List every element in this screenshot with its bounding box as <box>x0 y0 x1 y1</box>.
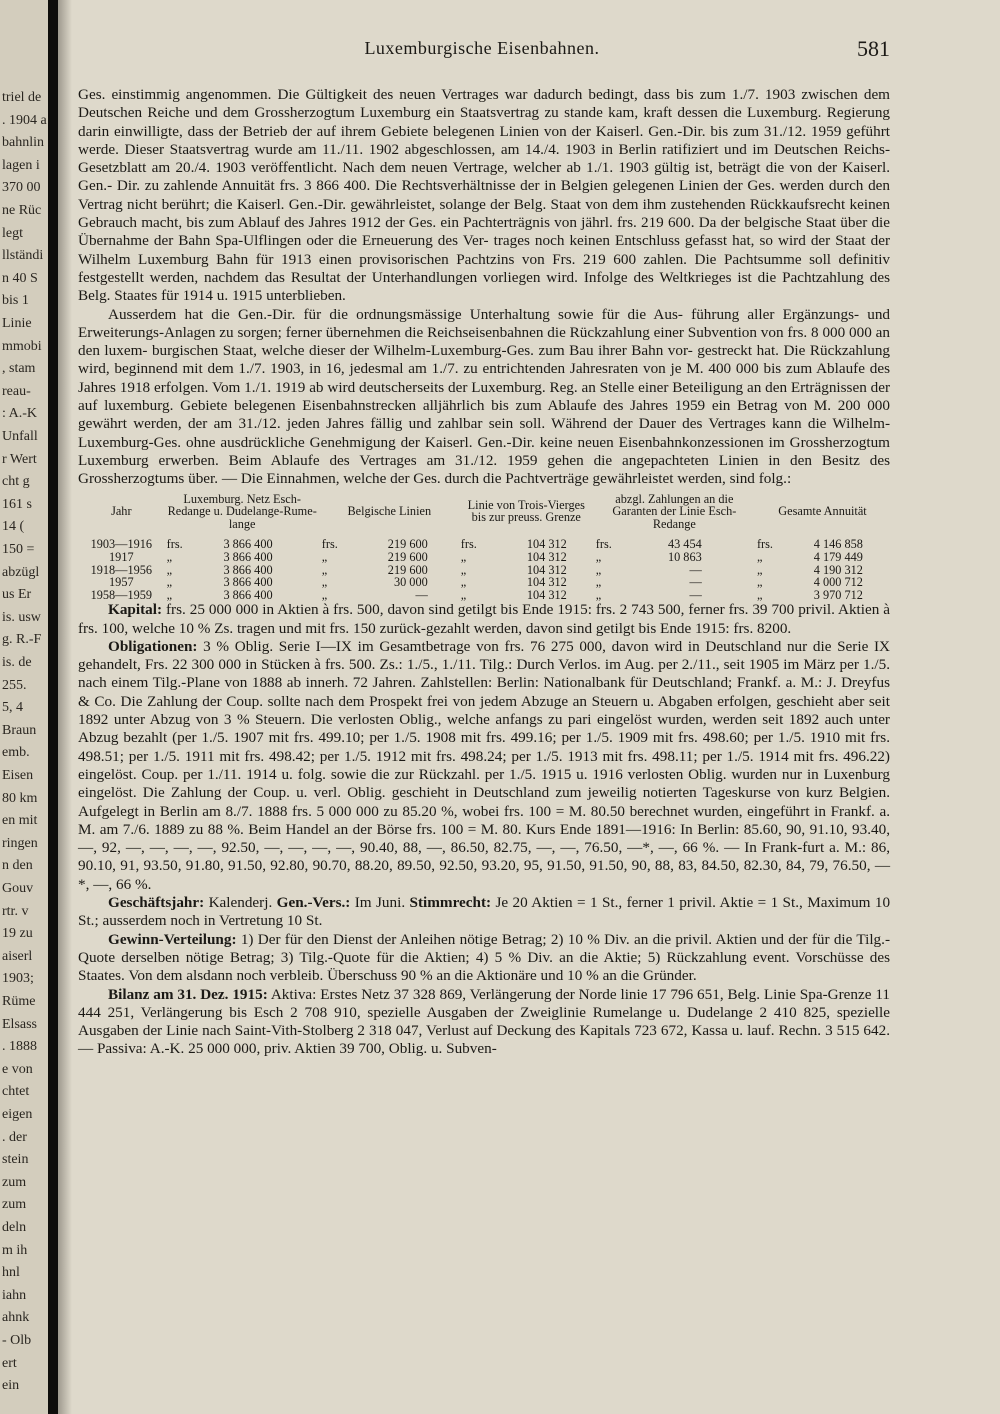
amount: 4 146 858 <box>813 537 863 552</box>
text-line: Ausserdem hat die Gen.-Dir. für die ordnungsmässige Unterhaltung sowie für die Aus- <box>108 305 683 323</box>
text-line: die angepachteten Linien in den Besitz des Grossherzogtums über. — Die Einnahmen, welche <box>78 451 890 488</box>
section-bilanz <box>78 986 890 1059</box>
currency-mark: frs. <box>460 537 477 552</box>
adjacent-page-fragment: en mit <box>2 813 38 829</box>
adjacent-page-fragment: Linie <box>2 316 32 331</box>
cell-jahr: 1917 <box>109 549 134 564</box>
text-line: gestreckt hat. Die Rückzahlung wird, beginnend mit dem 1./7. 1903, in 16, jedesmal am <box>78 342 891 378</box>
amount: — <box>415 587 428 602</box>
adjacent-page-fragment: 19 zu <box>2 926 33 942</box>
obligationen-label: Obligationen: <box>108 637 198 655</box>
text-line: 1./7. zu entrichtenden Jahresraten von je M. 400 000 bis zum Ablaufe des Jahres 1918 erfolgen. <box>78 360 891 396</box>
annuity-table <box>78 493 890 602</box>
adjacent-page-fragment: reau- <box>2 383 31 399</box>
adjacent-page-fragment: deln <box>2 1220 27 1235</box>
cell-ges <box>755 576 890 589</box>
text-line: Dir. zu zahlende Annuität frs. 3 866 400. Die Rechtsverhältnisse der in Belgien gelegenen <box>116 177 675 195</box>
adjacent-page-fragment: r Wert <box>2 451 37 467</box>
text-line: den Erträgnissen der auf luxemburg. Gebiete belegenen Eisenbahnstrecken alljährlich bis zum <box>78 378 891 415</box>
adjacent-page-fragment: 14 ( <box>2 519 25 535</box>
amount: — <box>689 562 702 577</box>
text-line: trages noch keinen Entschluss gefasst hat, so wird der Staat der Wilhelm Luxemburg Bahn <box>78 232 891 268</box>
adjacent-page-fragment: is. usw <box>2 609 41 625</box>
adjacent-page-fragment: lagen i <box>2 157 40 173</box>
cell-tv <box>459 536 594 551</box>
currency-mark: „ <box>756 549 763 564</box>
adjacent-page-fragment: Eisen <box>2 768 34 783</box>
adjacent-page-fragment: iahn <box>2 1287 27 1303</box>
adjacent-page-fragment: 161 s <box>2 496 32 512</box>
text-line: belgische Staat über die Übernahme der Bahn Spa-Ulflingen oder die Erneuerung des Ver- <box>78 214 891 250</box>
table-row <box>78 576 890 589</box>
currency-mark: „ <box>756 575 763 590</box>
adjacent-page-fragment: ert <box>2 1355 17 1371</box>
amount: 3 970 712 <box>813 587 863 602</box>
currency-mark: „ <box>321 587 328 602</box>
currency-mark: „ <box>166 549 173 564</box>
text-line: Ges. einstimmig angenommen. Die Gültigkeit des neuen Vertrages war dadurch bedingt, dass <box>78 86 670 103</box>
amount: 104 312 <box>526 562 567 577</box>
currency-mark: „ <box>460 575 467 590</box>
adjacent-page-fragment: cht g <box>2 474 30 490</box>
amount: 104 312 <box>526 587 567 602</box>
adjacent-page-fragment: 150 = <box>2 542 35 557</box>
cell-lux <box>165 536 320 551</box>
amount: 3 866 400 <box>223 549 273 564</box>
amount: — <box>689 587 702 602</box>
text-line: Nach dem neuen Vertrage, welcher ab 1./1. 1903 gültig ist, beträgt die von der Kaiserl. Gen.- <box>78 159 891 195</box>
adjacent-page-fragment: abzügl <box>2 564 40 580</box>
cell-belg <box>320 576 459 589</box>
text-line: Infolge des Weltkrieges ist die Pachtzahlung des Belg. Staates für 1914 u. 1915 unterblieben. <box>78 268 890 305</box>
adjacent-page-fragment: Elsass <box>2 1016 37 1032</box>
currency-mark: „ <box>595 549 602 564</box>
currency-mark: „ <box>460 562 467 577</box>
section-obligationen <box>78 638 890 894</box>
adjacent-page-fragment: m ih <box>2 1242 28 1258</box>
adjacent-page-fragment: n den <box>2 858 33 874</box>
currency-mark: „ <box>756 587 763 602</box>
table-body <box>78 536 890 601</box>
adjacent-page-fragment: chtet <box>2 1084 30 1100</box>
gewinn-text: 1) Der für den Dienst der Anleihen nötige Betrag; 2) 10 % Div. an die privil. Aktien und der für die Tilg.-Quote derselben nötige Betrag; 3) Tilg.-Quote für die Aktien; 4) 5 % Div. an die Aktie; 5) Rückzahlung event. Vorschüsse des Staates. Von dem alsdann noch verbleib. Überschuss 90 % an die Aktionäre und 10 % an die Gründer. <box>78 930 891 985</box>
table-row <box>78 589 890 602</box>
text-line: definitiv festgestellt werden, nachdem das Resultat der Unterhandlungen vorliegen wird. <box>78 250 891 286</box>
paragraph-p2 <box>78 306 890 489</box>
currency-mark: „ <box>166 562 173 577</box>
currency-mark: frs. <box>166 537 183 552</box>
geschaeftsjahr-text: Kalenderj. <box>208 894 273 912</box>
amount: 10 863 <box>667 549 702 564</box>
text-line: burgischen Staat, welche dieser der Wilhelm-Luxemburg-Ges. zum Bau ihrer Bahn vor- <box>151 342 693 360</box>
text-line: Grossherzogtum Luxemburg erwerben. Beim Ablaufe des Vertrages am 31./12. 1959 gehen <box>78 433 890 469</box>
adjacent-page-fragment: ringen <box>2 835 38 851</box>
adjacent-page-fragment: bis 1 <box>2 293 29 309</box>
cell-abz <box>594 576 755 589</box>
section-geschaeftsjahr <box>78 894 890 931</box>
adjacent-page-fragment: rtr. v <box>2 903 29 919</box>
amount: 3 866 400 <box>223 587 273 602</box>
cell-jahr: 1918—1956 <box>90 562 153 577</box>
amount: 4 000 712 <box>813 575 863 590</box>
cell-jahr: 1958—1959 <box>90 587 153 602</box>
genvers-label: Gen.-Vers.: <box>276 894 351 912</box>
currency-mark: „ <box>166 587 173 602</box>
table-header-row <box>78 493 890 537</box>
adjacent-page-fragment: . der <box>2 1129 27 1145</box>
adjacent-page-fragment: 370 00 <box>2 180 41 196</box>
currency-mark: „ <box>756 562 763 577</box>
adjacent-page-fragment: Rüme <box>2 994 36 1009</box>
col-header-jahr: Jahr <box>111 504 132 519</box>
currency-mark: frs. <box>595 537 612 552</box>
text-line: für 1913 einen provisorischen Pachtzins von Frs. 219 600 zahlen. Die Pachtsumme soll <box>255 250 832 268</box>
amount: 219 600 <box>387 562 428 577</box>
running-title: Luxemburgische Eisenbahnen. <box>364 38 600 58</box>
currency-mark: „ <box>460 549 467 564</box>
text-line: 1903 in Berlin ratifiziert und im Deutschen Reichs-Gesetzblatt am 20./4. 1903 veröffentlicht. <box>78 140 891 177</box>
adjacent-page-fragment: aiserl <box>2 948 33 964</box>
text-line: Linien der Ges. werden durch den Vertrag nicht berührt; die Kaiserl. Gen.-Dir. gewährleistet, <box>78 177 891 213</box>
adjacent-page-fragment: 1903; <box>2 971 34 987</box>
amount: 219 600 <box>387 549 428 564</box>
cell-lux <box>165 551 320 564</box>
col-header-belg-linien: Belgische Linien <box>347 504 432 519</box>
kapital-label: Kapital: <box>108 601 163 619</box>
genvers-text: Im Juni. <box>354 894 406 912</box>
currency-mark: frs. <box>321 537 338 552</box>
adjacent-page-fragment: is. de <box>2 655 32 670</box>
cell-abz <box>594 536 755 551</box>
intro-paragraphs <box>78 86 890 489</box>
amount: 30 000 <box>393 575 428 590</box>
amount: 43 454 <box>667 537 702 552</box>
bilanz-label: Bilanz am 31. Dez. 1915: <box>108 985 268 1003</box>
gewinn-label: Gewinn-Verteilung: <box>108 930 237 948</box>
stimmrecht-text: Je 20 Aktien = 1 St., ferner 1 privil. Aktie = 1 St., Maximum 10 St.; ausserdem noch in Vertretung 10 St. <box>78 894 891 930</box>
adjacent-page-fragment: legt <box>2 225 23 241</box>
section-gewinn-verteilung <box>78 931 890 986</box>
col-header-trois-vierges: Linie von Trois-Vierges bis zur preuss. Grenze <box>467 497 585 525</box>
cell-jahr: 1957 <box>109 575 134 590</box>
table-row <box>78 536 890 551</box>
kapital-text: frs. 25 000 000 in Aktien à frs. 500, davon sind getilgt bis Ende 1915: frs. 2 743 500, ferner frs. 39 700 privil. Aktien à frs. 100, welche 10 % Zs. tragen und mit frs. 150 zurück-gezahlt werden, davon sind getilgt bis Ende 1915: frs. 8200. <box>78 601 891 637</box>
page-body <box>78 86 890 1059</box>
currency-mark: „ <box>321 549 328 564</box>
currency-mark: „ <box>321 562 328 577</box>
stimmrecht-label: Stimmrecht: <box>409 894 492 912</box>
text-line: dass der Betrieb der auf ihrem Gebiete belegenen Linien von der Kaiserl. Gen.-Dir. bis zum <box>187 122 760 140</box>
cell-belg <box>320 589 459 602</box>
cell-ges <box>755 551 890 564</box>
currency-mark: frs. <box>756 537 774 552</box>
adjacent-page-fragment: - Olb <box>2 1333 32 1348</box>
amount: 4 179 449 <box>813 549 863 564</box>
table-row <box>78 551 890 564</box>
text-line: ein Staatsvertrag zu stande kam, kraft dessen die Luxemburg. Regierung darin einwilligte, <box>78 104 891 140</box>
cell-tv <box>459 576 594 589</box>
adjacent-page-fragment: mmobi <box>2 338 42 354</box>
amount: 3 866 400 <box>223 537 273 552</box>
adjacent-page-fragment: e von <box>2 1061 33 1077</box>
text-line: Ablaufe des Jahres 1959 ein Betrag von M. 200 000 gewährt werden, der am 31./12. jeden Jahres <box>78 397 890 433</box>
adjacent-page-fragment: 80 km <box>2 790 38 806</box>
adjacent-page-fragment: Unfall <box>2 429 38 444</box>
cell-tv <box>459 551 594 564</box>
amount: 4 190 312 <box>813 562 863 577</box>
obligationen-text: 3 % Oblig. Serie I—IX im Gesamtbetrage von frs. 76 275 000, davon wird in Deutschland nur die Serie IX gehandelt, Frs. 22 300 000 in Stücken à frs. 500. Zs.: 1./5., 1./11. Tilg.: Durch Verlos. im Aug. per 2./11., seit 1905 im März per 1./5. nach einem Tilg.-Plane von 1888 ab innerh. 72 Jahren. Zahlstellen: Berlin: Nationalbank für Deutschland; Frankf. a. M.: J. Dreyfus & Co. Die Zahlung der Coup. sollte nach dem Prospekt frei von jedem Abzuge an Steuern u. Abgaben erfolgen, geschieht aber seit 1892 unter Abzug von 3 % Steuern. Die verlosten Oblig., welche anfangs zu pari eingelöst wurden, werden seit 1892 auch unter Abzug bezahlt (per 1./5. 1907 mit frs. 499.10; per 1./5. 1908 mit frs. 499.16; per 1./5. 1909 mit frs. 498.60; per 1./5. 1910 mit frs. 498.51; per 1./5. 1911 mit frs. 498.42; per 1./5. 1912 mit frs. 498.24; per 1./5. 1913 mit frs. 498.11; per 1./5. 1914 mit frs. 496.22) eingelöst. Coup. per 1./11. 1914 u. folg. sowie die zur Rückzahl. per 1./5. 1915 u. 1916 verlosten Oblig. wurden nur in Luxenburg eingelöst. Die Zahlung der Coup. u. verl. Oblig. geschieht in Deutschland zum jeweilig notierten Tageskurse von kurz Belgien. Aufgelegt in Berlin am 8./7. 1888 frs. 5 000 000 zu 85.20 %, wobei frs. 100 = M. 80.50 berechnet wurden, eingeführt in Frankf. a. M. am 7./6. 1889 zu 88 %. Beim Handel an der Börse frs. 100 = M. 80. Kurs Ende 1891—1916: In Berlin: 85.60, 90, 91.10, 93.40, —, 92, —, —, —, —, 92.50, —, —, —, —, 90.40, 88, —, 86.50, 82.75, —, —, 76.50, —*, —, 66 %. — In Frank-furt a. M.: 86, 90.10, 91, 93.50, 91.80, 91.50, 92.80, 90.70, 88.20, 89.50, 92.50, 93.20, 95, 91.50, 91.50, 90, 88, 83, 84.50, 82.30, 84, 79, 76.50, —*, —, 66 %. <box>78 637 891 893</box>
amount: 3 866 400 <box>223 575 273 590</box>
col-header-gesamt: Gesamte Annuität <box>778 504 867 519</box>
adjacent-page-fragment: bahnlin <box>2 135 44 151</box>
adjacent-page-fragment: zum <box>2 1174 27 1190</box>
cell-belg <box>320 536 459 551</box>
currency-mark: „ <box>166 575 173 590</box>
cell-belg <box>320 551 459 564</box>
adjacent-page-fragment: hnl <box>2 1265 20 1281</box>
book-gutter <box>48 0 58 1414</box>
currency-mark: „ <box>321 575 328 590</box>
geschaeftsjahr-label: Geschäftsjahr: <box>108 894 205 912</box>
adjacent-page-fragment: . 1904 a <box>2 112 47 128</box>
adjacent-page-fragment: ein <box>2 1378 20 1394</box>
adjacent-page-fragment: . 1888 <box>2 1039 37 1055</box>
text-line: Vom 1./1. 1919 ab wird deutscherseits der Luxemburg. Reg. an Stelle einer Beteiligung an <box>211 378 762 396</box>
amount: 104 312 <box>526 549 567 564</box>
text-line: Reichseisenbahnen die Rückzahlung einer Subvention von frs. 8 000 000 an den luxem- <box>78 323 890 360</box>
adjacent-page-fragment: , stam <box>2 361 36 377</box>
adjacent-page-fragment: g. R.-F <box>2 632 42 648</box>
cell-ges <box>755 589 890 602</box>
cell-abz <box>594 589 755 602</box>
adjacent-page-fragment: ahnk <box>2 1310 30 1326</box>
cell-abz <box>594 551 755 564</box>
table-row <box>78 564 890 577</box>
text-line: bis zum 1./7. 1903 zwischen dem Deutschen Reiche und dem Grossherzogtum Luxemburg <box>78 86 890 122</box>
adjacent-page-fragment: Braun <box>2 722 37 738</box>
adjacent-page-strip <box>0 0 48 1414</box>
currency-mark: „ <box>595 575 602 590</box>
adjacent-page-fragment: zum <box>2 1197 27 1213</box>
adjacent-page-fragment: llständi <box>2 248 44 264</box>
adjacent-page-fragment: triel de <box>2 90 42 105</box>
cell-abz <box>594 564 755 577</box>
adjacent-page-fragment: us Er <box>2 587 32 603</box>
text-line: führung aller Ergänzungs- und Erweiterungs-Anlagen zu sorgen; ferner übernehmen die <box>78 305 891 341</box>
currency-mark: „ <box>460 587 467 602</box>
adjacent-page-fragment: ne Rüc <box>2 203 42 218</box>
text-line: fällig und zahlbar sein soll. Während der Dauer des Vertrages kann die Wilhelm-Luxemburg-Ges. <box>78 415 890 451</box>
adjacent-page-fragment: emb. <box>2 745 30 761</box>
text-line: 31./12. 1959 geführt werde. Dieser Staatsvertrag wurde am 11./11. 1902 abgeschlossen, am 14./4. <box>78 122 890 158</box>
amount: 104 312 <box>526 575 567 590</box>
text-line: solange der Belg. Staat von dem ihm zustehenden Rückkaufsrecht keinen Gebrauch macht, <box>78 195 891 232</box>
page-number: 581 <box>857 36 890 61</box>
adjacent-page-fragment: Gouv <box>2 881 34 896</box>
bilanz-text: Aktiva: Erstes Netz 37 328 869, Verlängerung der Norde linie 17 796 651, Belg. Linie Spa-Grenze 11 444 251, Verlängerung bis Esch 2 708 910, spezielle Ausgaben der Zweiglinie Rumelange u. Dudelange 2 410 825, spezielle Ausgaben der Linie nach Saint-Vith-Stolberg 2 318 047, Verlust auf Deckung des Kapitals 723 672, Kassa u. lauf. Rechn. 3 515 642. — Passiva: A.-K. 25 000 000, priv. Aktien 39 700, Oblig. u. Subven- <box>78 985 890 1058</box>
text-line: der Ges. durch die Pachtverträge gewährleistet werden, sind folg.: <box>390 470 792 488</box>
cell-ges <box>755 536 890 551</box>
col-header-abzgl: abzgl. Zahlungen an die Garanten der Linie Esch-Redange <box>612 491 737 531</box>
amount: 3 866 400 <box>223 562 273 577</box>
currency-mark: „ <box>595 587 602 602</box>
paragraph-p1 <box>78 86 890 306</box>
cell-lux <box>165 589 320 602</box>
adjacent-page-fragment: 5, 4 <box>2 700 23 716</box>
adjacent-page-fragment: : A.-K <box>2 406 37 422</box>
text-line: ohne ausdrückliche Genehmigung der Kaiserl. Gen.-Dir. keine neuen Eisenbahnkonzessionen im <box>185 433 785 451</box>
amount: 219 600 <box>387 537 428 552</box>
currency-mark: „ <box>595 562 602 577</box>
cell-jahr: 1903—1916 <box>90 537 153 552</box>
adjacent-page-fragment: stein <box>2 1152 29 1168</box>
gutter-shadow <box>58 0 72 1414</box>
adjacent-page-fragment: n 40 S <box>2 270 38 286</box>
cell-belg <box>320 564 459 577</box>
col-header-lux-netz: Luxemburg. Netz Esch-Redange u. Dudelange-Rume-lange <box>167 491 317 531</box>
text-line: bis zum Ablauf des Jahres 1912 der Ges. ein Pachterträgnis von jährl. frs. 219 600. Da der <box>186 214 740 232</box>
adjacent-page-fragment: 255. <box>2 677 27 693</box>
cell-tv <box>459 589 594 602</box>
cell-lux <box>165 576 320 589</box>
page-header <box>74 38 890 66</box>
amount: 104 312 <box>526 537 567 552</box>
section-kapital <box>78 601 890 638</box>
amount: — <box>689 575 702 590</box>
adjacent-page-fragment: eigen <box>2 1107 33 1122</box>
